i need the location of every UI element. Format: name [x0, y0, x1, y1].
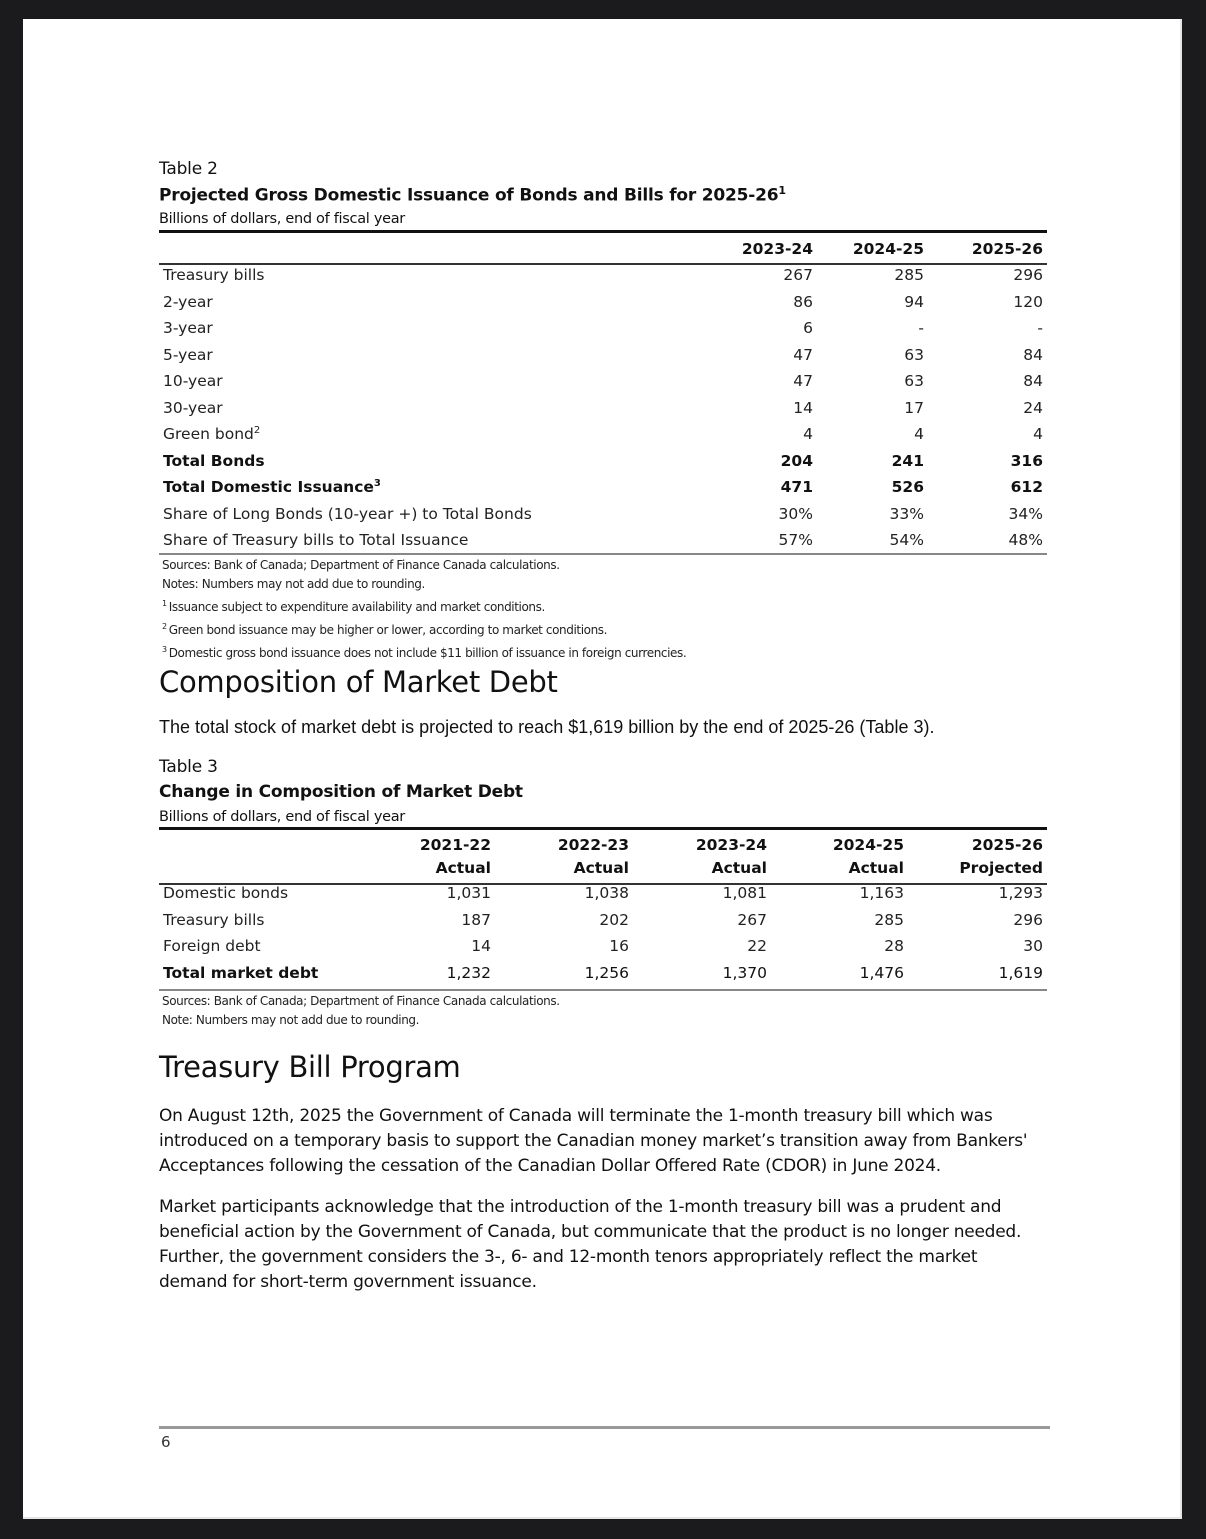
table2-col-header: 2024-25	[852, 239, 924, 258]
cell-value: 33%	[889, 504, 924, 523]
cell-value: 17	[904, 398, 924, 417]
table2-row	[159, 448, 1047, 475]
table2-note	[162, 556, 686, 575]
table3-number: Table 3	[159, 757, 218, 777]
cell-value: 1,370	[722, 963, 767, 982]
cell-value: 1,476	[859, 963, 904, 982]
cell-value: 1,293	[998, 884, 1043, 903]
cell-value: 22	[747, 937, 767, 956]
footnote-marker: 3	[373, 478, 381, 490]
table2-row	[159, 342, 1047, 369]
table2-note	[162, 594, 686, 617]
table3-note: Note: Numbers may not add due to rounding.	[162, 1013, 420, 1027]
table2-note	[162, 575, 686, 594]
cell-value: 84	[1023, 345, 1043, 364]
document-page	[23, 19, 1182, 1519]
table2-note	[162, 617, 686, 640]
table2-row	[159, 501, 1047, 528]
table3-col-year: 2022-23	[557, 835, 629, 854]
footnote-marker: 2	[162, 622, 167, 631]
cell-value: 471	[780, 478, 813, 497]
table3-col-status: Actual	[711, 859, 767, 877]
footnote-marker: 3	[162, 645, 167, 654]
row-label	[159, 421, 705, 448]
row-label	[159, 501, 705, 528]
table3-col-year: 2023-24	[695, 835, 767, 854]
cell-value: 48%	[1008, 531, 1043, 550]
table3-col-year: 2025-26	[971, 835, 1043, 854]
row-label-text: 5-year	[163, 345, 213, 364]
footnote-marker: 2	[253, 425, 261, 437]
cell-value: 47	[793, 345, 813, 364]
cell-value: 120	[1013, 292, 1043, 311]
table3-bottom-rule	[159, 989, 1047, 991]
cell-value: 316	[1010, 451, 1043, 470]
table2-header-rule	[159, 263, 1047, 265]
cell-value: 1,232	[446, 963, 491, 982]
table2-row	[159, 368, 1047, 395]
table3-units: Billions of dollars, end of fiscal year	[159, 809, 405, 825]
table2-title-text: Projected Gross Domestic Issuance of Bonds and Bills for 2025-26	[159, 185, 779, 206]
cell-value: 1,619	[998, 963, 1043, 982]
table2-header-label	[159, 235, 705, 262]
cell-value: 241	[891, 451, 924, 470]
cell-value: 54%	[889, 531, 924, 550]
section-heading-market-debt: Composition of Market Debt	[159, 665, 558, 699]
table2-col-header: 2023-24	[741, 239, 813, 258]
table2	[159, 235, 1047, 554]
cell-value: 47	[793, 372, 813, 391]
row-label: Treasury bills	[163, 910, 265, 929]
table2-col-header: 2025-26	[971, 239, 1043, 258]
table2-row	[159, 395, 1047, 422]
market-debt-intro: The total stock of market debt is projected to reach $1,619 billion by the end of 2025-26 (Table 3).	[159, 717, 935, 737]
cell-value: -	[1037, 319, 1043, 338]
table3-header-label-blank	[159, 856, 359, 880]
paragraph-text: Market participants acknowledge that the introduction of the 1-month treasury bill was a prudent and beneficial action by the Government of Canada, but communicate that the product is no longer needed. Further, the government considers the 3-, 6- and 12-month tenors appropriately reflect the market demand for short-term government issuance.	[159, 1197, 1022, 1292]
cell-value: 30	[1023, 937, 1043, 956]
page-number: 6	[161, 1433, 171, 1451]
cell-value: 28	[884, 937, 904, 956]
row-label-text: 30-year	[163, 398, 223, 417]
cell-value: 63	[904, 372, 924, 391]
row-label	[159, 474, 705, 501]
table2-number: Table 2	[159, 159, 218, 179]
table2-title-footnote: 1	[778, 184, 786, 197]
table3-notes	[162, 992, 560, 1030]
note-text: Domestic gross bond issuance does not include $11 billion of issuance in foreign currencies.	[168, 646, 687, 660]
table3-header-label	[159, 833, 359, 856]
table3-body	[159, 880, 1047, 986]
table3-header-status-row	[159, 856, 1047, 880]
cell-value: 1,081	[722, 884, 767, 903]
cell-value: 4	[803, 425, 813, 444]
row-label-text: Share of Treasury bills to Total Issuance	[163, 531, 469, 550]
table2-title	[159, 184, 786, 206]
footer-rule	[159, 1426, 1050, 1429]
row-label	[159, 448, 705, 475]
table3-top-rule	[159, 827, 1047, 830]
row-label	[159, 262, 705, 289]
row-label: Total market debt	[163, 963, 319, 982]
note-text: Green bond issuance may be higher or lower, according to market conditions.	[168, 623, 608, 637]
cell-value: 202	[599, 910, 629, 929]
cell-value: 612	[1010, 478, 1043, 497]
table2-header-row	[159, 235, 1047, 262]
cell-value: 84	[1023, 372, 1043, 391]
table2-notes	[162, 556, 686, 663]
cell-value: 296	[1013, 910, 1043, 929]
note-text: Sources: Bank of Canada; Department of Finance Canada calculations.	[162, 558, 560, 572]
treasury-bill-paragraph-2	[159, 1195, 1039, 1295]
cell-value: 1,038	[584, 884, 629, 903]
cell-value: 285	[874, 910, 904, 929]
cell-value: 187	[461, 910, 491, 929]
table3-header-year-row	[159, 833, 1047, 856]
cell-value: 14	[793, 398, 813, 417]
row-label-text: Total Bonds	[163, 451, 265, 470]
cell-value: 1,163	[859, 884, 904, 903]
row-label-text: 10-year	[163, 372, 223, 391]
table3-col-status: Actual	[435, 859, 491, 877]
cell-value: 16	[609, 937, 629, 956]
cell-value: 34%	[1008, 504, 1043, 523]
cell-value: 24	[1023, 398, 1043, 417]
cell-value: 204	[780, 451, 813, 470]
row-label	[159, 395, 705, 422]
cell-value: 1,031	[446, 884, 491, 903]
paragraph-text: On August 12th, 2025 the Government of Canada will terminate the 1-month treasury bill which was introduced on a temporary basis to support the Canadian money market’s transition away from Bankers' Acceptances following the cessation of the Canadian Dollar Offered Rate (CDOR) in June 2024.	[159, 1106, 1028, 1176]
table2-row	[159, 289, 1047, 316]
row-label	[159, 342, 705, 369]
table2-note	[162, 640, 686, 663]
treasury-bill-paragraph-1	[159, 1104, 1039, 1179]
table2-row	[159, 262, 1047, 289]
note-text: Notes: Numbers may not add due to rounding.	[162, 577, 425, 591]
cell-value: 526	[891, 478, 924, 497]
cell-value: 14	[471, 937, 491, 956]
table2-body	[159, 262, 1047, 554]
row-label-text: 3-year	[163, 319, 213, 338]
note-text: Issuance subject to expenditure availability and market conditions.	[168, 600, 545, 614]
table3-col-year: 2021-22	[419, 835, 491, 854]
row-label-text: Total Domestic Issuance	[163, 478, 374, 497]
table2-top-rule	[159, 230, 1047, 233]
row-label-text: Share of Long Bonds (10-year +) to Total Bonds	[163, 504, 532, 523]
table2-units: Billions of dollars, end of fiscal year	[159, 211, 405, 227]
cell-value: 267	[783, 266, 813, 285]
row-label	[159, 289, 705, 316]
table3-title: Change in Composition of Market Debt	[159, 782, 523, 802]
cell-value: 4	[1033, 425, 1043, 444]
cell-value: 267	[737, 910, 767, 929]
section-heading-treasury-bill: Treasury Bill Program	[159, 1050, 461, 1084]
table3-header-rule	[159, 883, 1047, 885]
table3-row	[159, 933, 1047, 960]
table3-col-status: Actual	[848, 859, 904, 877]
cell-value: 94	[904, 292, 924, 311]
table3-col-year: 2024-25	[832, 835, 904, 854]
table3-row	[159, 907, 1047, 934]
cell-value: 63	[904, 345, 924, 364]
table3-col-status: Projected	[959, 859, 1043, 877]
cell-value: 285	[894, 266, 924, 285]
table3-col-status: Actual	[573, 859, 629, 877]
table2-row	[159, 421, 1047, 448]
row-label	[159, 527, 705, 554]
row-label: Foreign debt	[163, 937, 261, 956]
cell-value: 296	[1013, 266, 1043, 285]
footnote-marker: 1	[162, 599, 167, 608]
row-label-text: Treasury bills	[163, 266, 265, 285]
table2-row	[159, 527, 1047, 554]
cell-value: 6	[803, 319, 813, 338]
cell-value: 30%	[778, 504, 813, 523]
cell-value: 4	[914, 425, 924, 444]
table3	[159, 833, 1047, 986]
cell-value: 86	[793, 292, 813, 311]
cell-value: 57%	[778, 531, 813, 550]
table3-note: Sources: Bank of Canada; Department of Finance Canada calculations.	[162, 994, 560, 1008]
table3-row	[159, 960, 1047, 987]
row-label: Domestic bonds	[163, 884, 289, 903]
row-label-text: 2-year	[163, 292, 213, 311]
row-label	[159, 315, 705, 342]
row-label-text: Green bond	[163, 425, 254, 444]
table2-row	[159, 474, 1047, 501]
cell-value: 1,256	[584, 963, 629, 982]
table2-bottom-rule	[159, 553, 1047, 555]
cell-value: -	[918, 319, 924, 338]
table2-row	[159, 315, 1047, 342]
row-label	[159, 368, 705, 395]
